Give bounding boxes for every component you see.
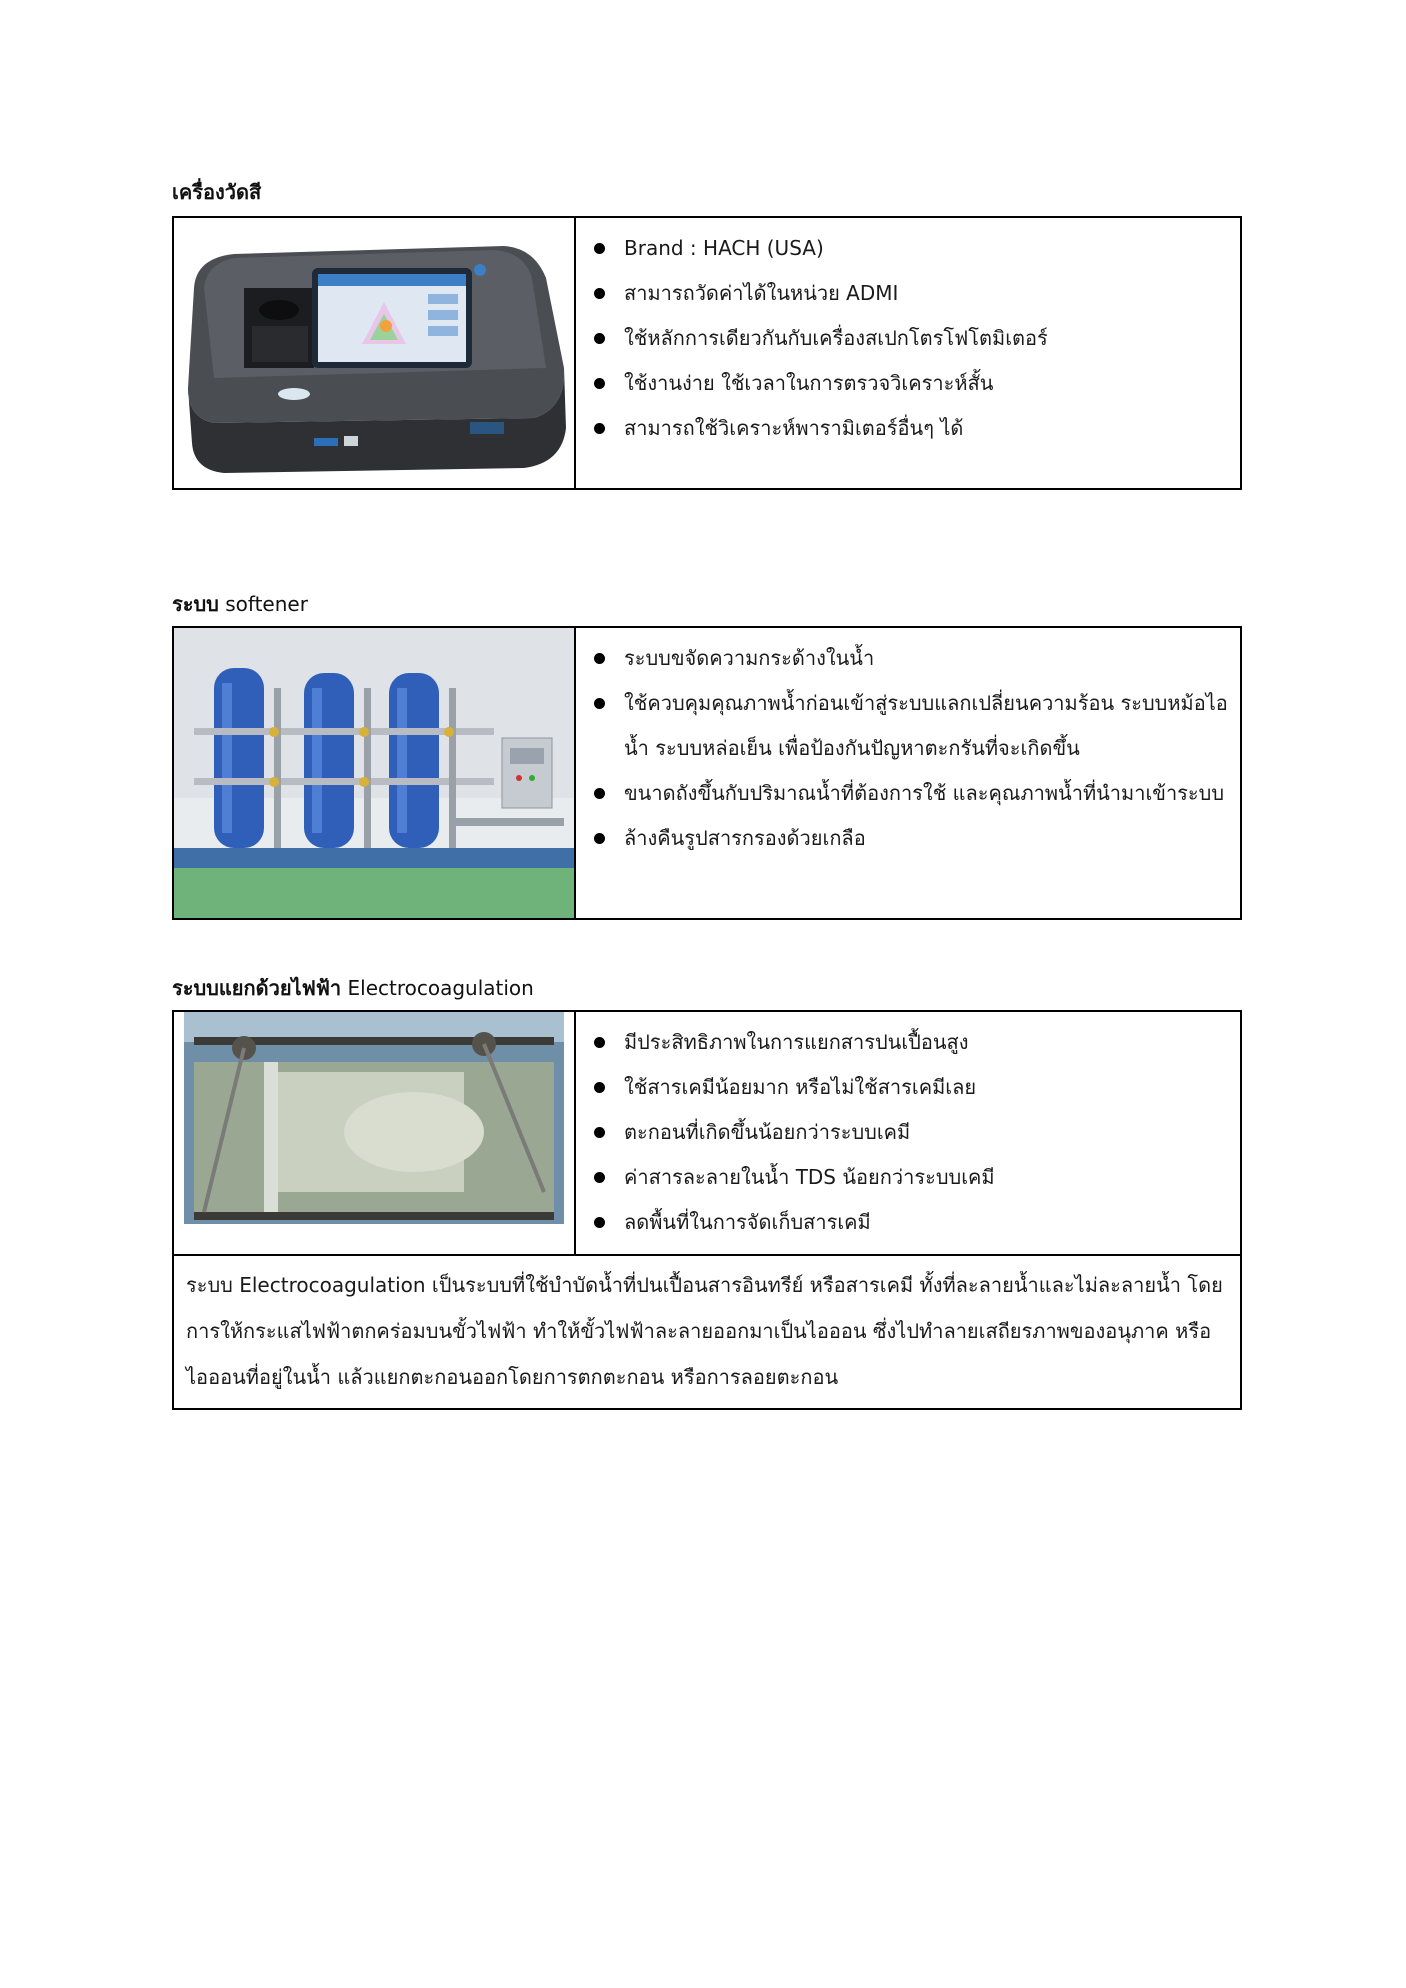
spectrophotometer-image bbox=[174, 218, 576, 488]
list-item: ระบบขจัดความกระด้างในน้ำ bbox=[590, 636, 1228, 681]
list-item: ขนาดถังขึ้นกับปริมาณน้ำที่ต้องการใช้ และคุณภาพน้ำที่นำมาเข้าระบบ bbox=[590, 771, 1228, 816]
colorimeter-table bbox=[172, 216, 1242, 490]
list-item: ใช้สารเคมีน้อยมาก หรือไม่ใช้สารเคมีเลย bbox=[590, 1065, 1228, 1110]
list-item: ค่าสารละลายในน้ำ TDS น้อยกว่าระบบเคมี bbox=[590, 1155, 1228, 1200]
softener-feature-list bbox=[590, 636, 1228, 861]
list-item: ใช้หลักการเดียวกันกับเครื่องสเปกโตรโฟโตมิเตอร์ bbox=[590, 316, 1228, 361]
softener-table bbox=[172, 626, 1242, 920]
heading-rest-text: Electrocoagulation bbox=[341, 976, 534, 1000]
heading-bold-text: เครื่องวัดสี bbox=[172, 180, 262, 204]
softener-image bbox=[174, 628, 576, 918]
electrocoagulation-feature-list bbox=[590, 1020, 1228, 1245]
list-item: Brand : HACH (USA) bbox=[590, 226, 1228, 271]
heading-bold-text: ระบบแยกด้วยไฟฟ้า bbox=[172, 976, 342, 1000]
section-heading-electrocoagulation bbox=[172, 972, 534, 1004]
list-item: ใช้งานง่าย ใช้เวลาในการตรวจวิเคราะห์สั้น bbox=[590, 361, 1228, 406]
section-heading-colorimeter bbox=[172, 176, 261, 208]
list-item: สามารถวัดค่าได้ในหน่วย ADMI bbox=[590, 271, 1228, 316]
list-item: สามารถใช้วิเคราะห์พารามิเตอร์อื่นๆ ได้ bbox=[590, 406, 1228, 451]
list-item: มีประสิทธิภาพในการแยกสารปนเปื้อนสูง bbox=[590, 1020, 1228, 1065]
list-item: ล้างคืนรูปสารกรองด้วยเกลือ bbox=[590, 816, 1228, 861]
electrocoagulation-table bbox=[172, 1010, 1242, 1410]
colorimeter-feature-list bbox=[590, 226, 1228, 451]
heading-bold-text: ระบบ bbox=[172, 592, 219, 616]
heading-rest-text: softener bbox=[218, 592, 308, 616]
electrocoagulation-description: ระบบ Electrocoagulation เป็นระบบที่ใช้บำบัดน้ำที่ปนเปื้อนสารอินทรีย์ หรือสารเคมี ทั้งที่ละลายน้ำและไม่ละลายน้ำ โดยการให้กระแสไฟฟ้าตกคร่อมบนขั้วไฟฟ้า ทำให้ขั้วไฟฟ้าละลายออกมาเป็นไอออน ซึ่งไปทำลายเสถียรภาพของอนุภาค หรือไอออนที่อยู่ในน้ำ แล้วแยกตะกอนออกโดยการตกตะกอน หรือการลอยตะกอน bbox=[174, 1254, 1240, 1408]
list-item: ใช้ควบคุมคุณภาพน้ำก่อนเข้าสู่ระบบแลกเปลี่ยนความร้อน ระบบหม้อไอน้ำ ระบบหล่อเย็น เพื่อป้องกันปัญหาตะกรันที่จะเกิดขึ้น bbox=[590, 681, 1228, 771]
section-heading-softener bbox=[172, 588, 308, 620]
list-item: ตะกอนที่เกิดขึ้นน้อยกว่าระบบเคมี bbox=[590, 1110, 1228, 1155]
list-item: ลดพื้นที่ในการจัดเก็บสารเคมี bbox=[590, 1200, 1228, 1245]
electrocoagulation-image bbox=[174, 1012, 576, 1254]
